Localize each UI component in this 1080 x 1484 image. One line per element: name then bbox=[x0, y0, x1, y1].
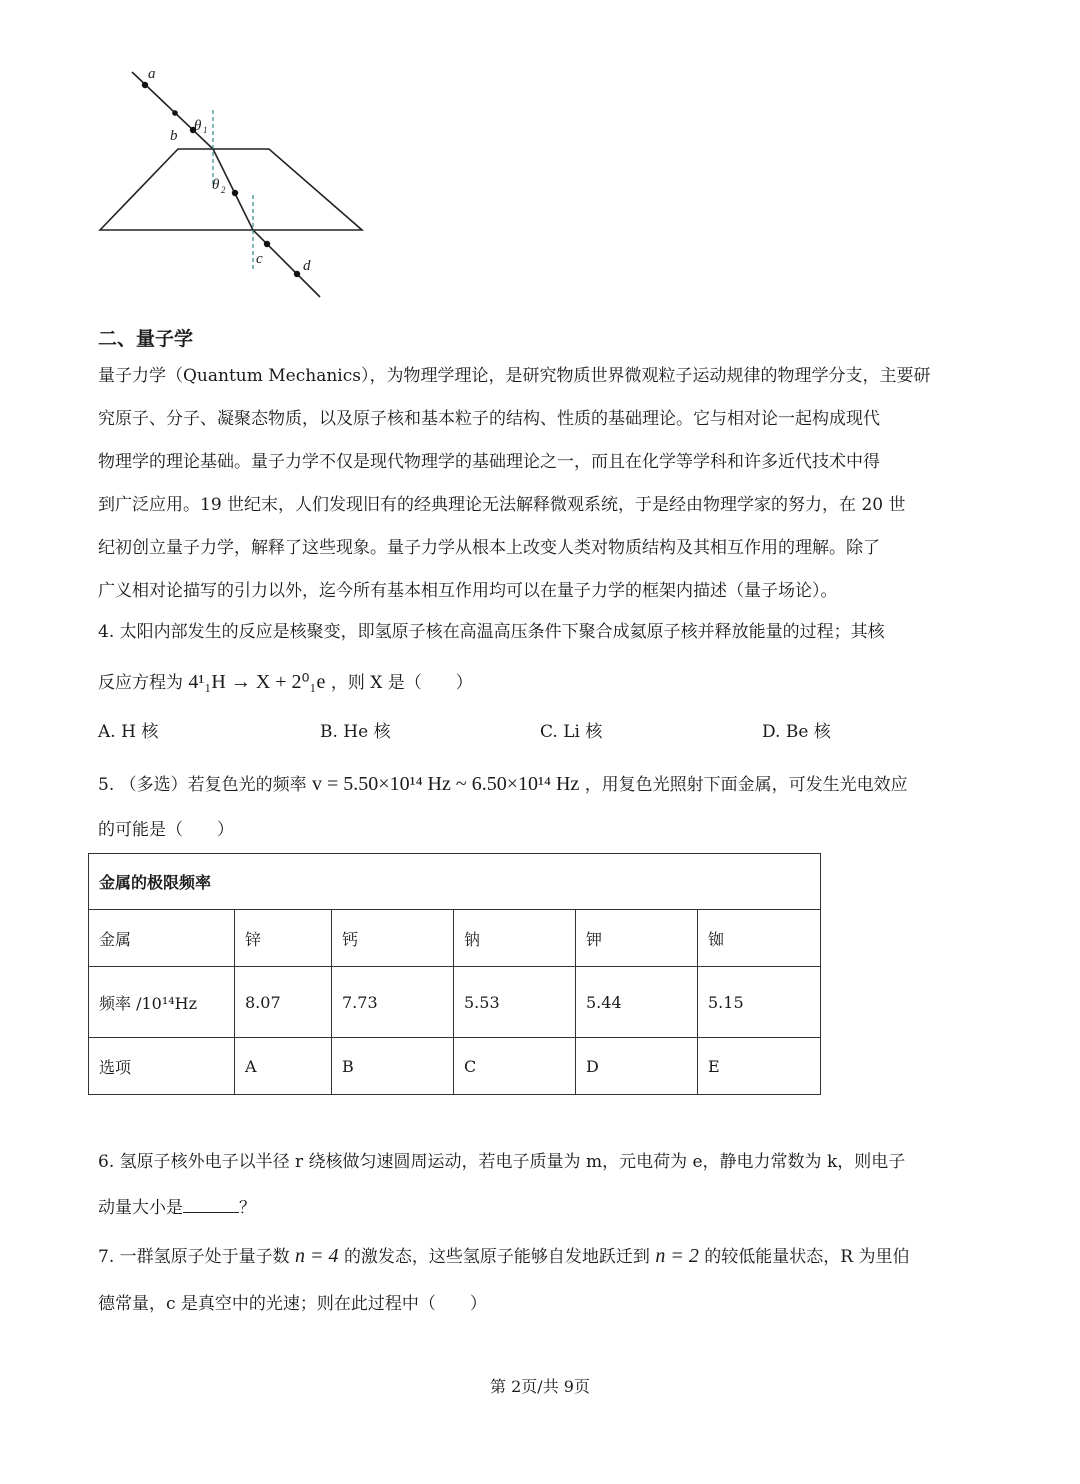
paragraph-line: 到广泛应用。19 世纪末，人们发现旧有的经典理论无法解释微观系统，于是经由物理学家的努力，在 20 世 bbox=[98, 495, 906, 515]
q4-option-d[interactable]: D. Be 核 bbox=[762, 722, 831, 742]
q4-suffix: ，则 X 是（ ） bbox=[330, 673, 473, 693]
point-a bbox=[142, 82, 148, 88]
q6-text-line2 bbox=[98, 1196, 256, 1218]
point-c bbox=[264, 241, 270, 247]
q5-text-line2: 的可能是（ ） bbox=[98, 820, 234, 840]
q4-option-b[interactable]: B. He 核 bbox=[320, 722, 391, 742]
paragraph-line: 纪初创立量子力学，解释了这些现象。量子力学从根本上改变人类对物质结构及其相互作用的理解。除了 bbox=[98, 538, 880, 558]
q6-suffix: ？ bbox=[239, 1198, 256, 1218]
table-cell: 金属 bbox=[89, 910, 235, 967]
table-cell[interactable]: E bbox=[698, 1038, 821, 1095]
q7-n1: n = 4 bbox=[295, 1245, 339, 1267]
q4-text-line1: 4. 太阳内部发生的反应是核聚变，即氢原子核在高温高压条件下聚合成氦原子核并释放能量的过程；其核 bbox=[98, 622, 885, 642]
frequency-table bbox=[88, 853, 821, 1095]
table-cell[interactable]: A bbox=[235, 1038, 332, 1095]
table-cell: 铷 bbox=[698, 910, 821, 967]
q7-part-a: 7. 一群氢原子处于量子数 bbox=[98, 1247, 290, 1267]
trapezoid-prism bbox=[100, 149, 362, 230]
q7-part-c: 的较低能量状态，R 为里伯 bbox=[704, 1247, 910, 1267]
table-row bbox=[89, 1038, 821, 1095]
paragraph-line: 物理学的理论基础。量子力学不仅是现代物理学的基础理论之一，而且在化学等学科和许多近代技术中得 bbox=[98, 452, 880, 472]
q7-part-b: 的激发态，这些氢原子能够自发地跃迁到 bbox=[343, 1247, 650, 1267]
q4-option-a[interactable]: A. H 核 bbox=[98, 722, 159, 742]
q4-option-c[interactable]: C. Li 核 bbox=[540, 722, 603, 742]
table-cell: 选项 bbox=[89, 1038, 235, 1095]
q6-answer-blank[interactable] bbox=[183, 1196, 239, 1213]
q7-text-line2: 德常量，c 是真空中的光速；则在此过程中（ ） bbox=[98, 1294, 487, 1314]
point-d bbox=[294, 271, 300, 277]
q5-suffix: ，用复色光照射下面金属，可发生光电效应 bbox=[584, 775, 908, 795]
table-cell: 钠 bbox=[454, 910, 576, 967]
q5-prefix: 5. （多选）若复色光的频率 bbox=[98, 775, 307, 795]
table-cell: 频率 /10¹⁴Hz bbox=[89, 967, 235, 1038]
label-theta1: θ bbox=[194, 118, 202, 134]
label-d: d bbox=[303, 258, 311, 274]
label-c: c bbox=[256, 251, 263, 267]
table-cell: 钾 bbox=[576, 910, 698, 967]
paragraph-line: 广义相对论描写的引力以外，迄今所有基本相互作用均可以在量子力学的框架内描述（量子场论）。 bbox=[98, 581, 838, 601]
paragraph-line: 究原子、分子、凝聚态物质，以及原子核和基本粒子的结构、性质的基础理论。它与相对论一起构成现代 bbox=[98, 409, 880, 429]
paragraph-line: 量子力学（Quantum Mechanics），为物理学理论，是研究物质世界微观粒子运动规律的物理学分支，主要研 bbox=[98, 366, 931, 386]
q7-n2: n = 2 bbox=[655, 1245, 699, 1267]
q6-prefix: 动量大小是 bbox=[98, 1198, 183, 1218]
table-cell: 钙 bbox=[332, 910, 454, 967]
arrow-dot-1 bbox=[172, 110, 178, 116]
table-row bbox=[89, 910, 821, 967]
q5-formula: v = 5.50×10¹⁴ Hz ~ 6.50×10¹⁴ Hz bbox=[312, 773, 580, 795]
table-cell: 8.07 bbox=[235, 967, 332, 1038]
table-title: 金属的极限频率 bbox=[89, 854, 821, 910]
q7-text-line1 bbox=[98, 1246, 909, 1267]
table-cell[interactable]: C bbox=[454, 1038, 576, 1095]
q6-text-line1: 6. 氢原子核外电子以半径 r 绕核做匀速圆周运动，若电子质量为 m，元电荷为 e，静电力常数为 k，则电子 bbox=[98, 1152, 906, 1172]
label-theta2: θ bbox=[212, 177, 220, 193]
q4-text-line2 bbox=[98, 672, 473, 693]
table-row bbox=[89, 967, 821, 1038]
label-theta1-sub: 1 bbox=[203, 125, 208, 135]
label-b: b bbox=[170, 128, 178, 144]
table-cell: 5.53 bbox=[454, 967, 576, 1038]
refraction-diagram bbox=[90, 60, 380, 310]
table-cell: 锌 bbox=[235, 910, 332, 967]
label-theta2-sub: 2 bbox=[221, 185, 226, 195]
table-cell[interactable]: B bbox=[332, 1038, 454, 1095]
point-mid bbox=[232, 190, 238, 196]
table-cell[interactable]: D bbox=[576, 1038, 698, 1095]
table-cell: 5.44 bbox=[576, 967, 698, 1038]
label-a: a bbox=[148, 66, 156, 82]
q4-prefix: 反应方程为 bbox=[98, 673, 183, 693]
q5-text-line1 bbox=[98, 774, 908, 795]
section-title: 二、量子学 bbox=[98, 328, 194, 350]
page-number: 第 2页/共 9页 bbox=[490, 1377, 590, 1396]
table-cell: 5.15 bbox=[698, 967, 821, 1038]
section-paragraph bbox=[98, 366, 930, 624]
table-cell: 7.73 bbox=[332, 967, 454, 1038]
q4-equation: 4¹₁H → X + 2⁰₁e bbox=[188, 671, 326, 693]
